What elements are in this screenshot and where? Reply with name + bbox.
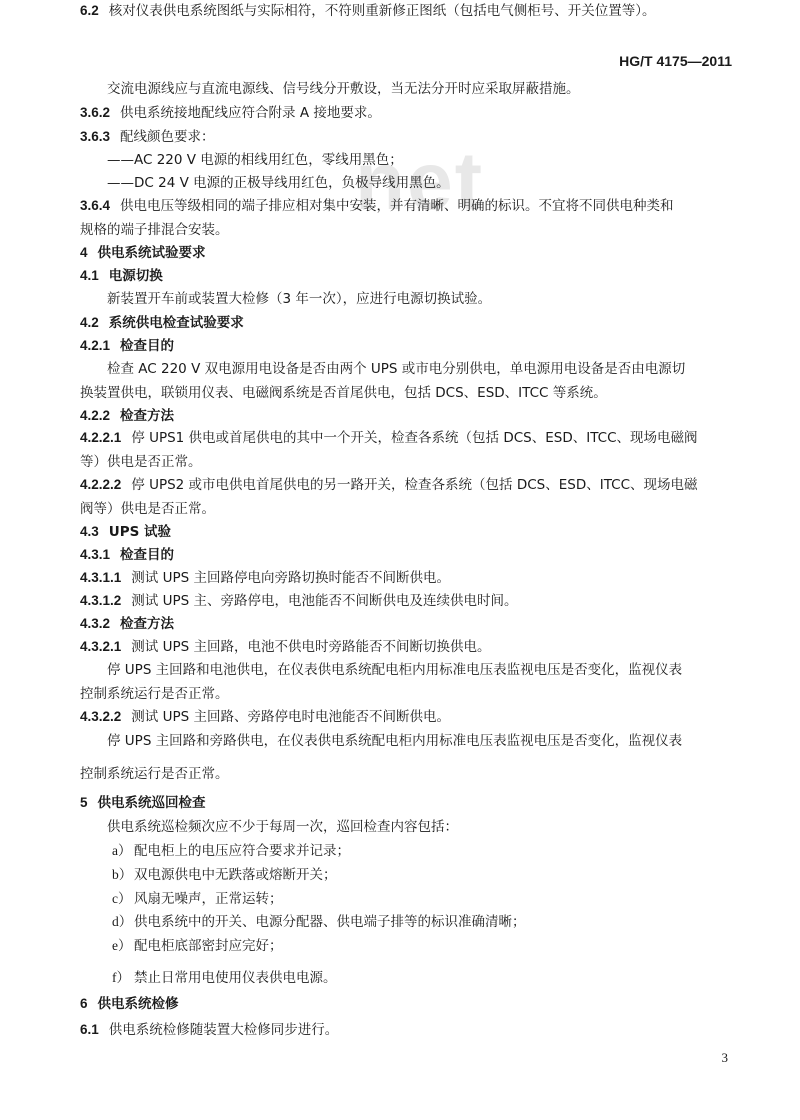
line-text: 控制系统运行是否正常。 — [80, 766, 229, 782]
line-text: 配电柜上的电压应符合要求并记录； — [134, 843, 350, 859]
standard-code: HG/T 4175—2011 — [619, 53, 732, 69]
line-text: 供电系统试验要求 — [97, 245, 206, 261]
list-item — [112, 911, 742, 933]
text-line — [80, 683, 740, 705]
clause-number: 4.2.2 — [80, 408, 111, 423]
line-text: 配线颜色要求： — [120, 129, 215, 145]
list-item-label: d） — [112, 914, 133, 929]
text-line — [80, 567, 740, 589]
clause-number: 5 — [80, 795, 88, 810]
clause-number: 4.3 — [80, 524, 99, 539]
line-text: 停 UPS1 供电或首尾供电的其中一个开关，检查各系统（包括 DCS、ESD、ITCC、现场电磁阀 — [131, 430, 698, 446]
clause-number: 4.2.2.2 — [80, 477, 122, 492]
line-text: ——DC 24 V 电源的正极导线用红色，负极导线用黑色。 — [107, 175, 450, 191]
text-line — [107, 78, 747, 100]
line-text: 配电柜底部密封应完好； — [134, 938, 283, 954]
subsection-heading — [80, 312, 740, 334]
line-text: 停 UPS 主回路和电池供电，在仪表供电系统配电柜内用标准电压表监视电压是否变化，监视仪表 — [107, 662, 683, 678]
clause-number: 6.1 — [80, 1022, 99, 1037]
list-item — [112, 935, 742, 957]
page-number: 3 — [721, 1050, 728, 1065]
clause-number: 4.3.1 — [80, 547, 111, 562]
line-text: 测试 UPS 主回路停电向旁路切换时能否不间断供电。 — [131, 570, 450, 586]
text-line — [107, 358, 747, 380]
text-line — [80, 451, 740, 473]
line-text: 测试 UPS 主回路、旁路停电时电池能否不间断供电。 — [131, 709, 450, 725]
subsection-heading — [80, 265, 740, 287]
clause-number: 4.1 — [80, 268, 99, 283]
text-line — [80, 0, 740, 22]
clause-number: 3.6.3 — [80, 129, 111, 144]
line-text: 供电系统检修 — [97, 996, 179, 1012]
line-text: 新装置开车前或装置大检修（3 年一次），应进行电源切换试验。 — [107, 291, 492, 307]
text-line — [107, 816, 747, 838]
line-text: 阀等）供电是否正常。 — [80, 501, 215, 517]
subsection-heading — [80, 405, 740, 427]
subsection-heading — [80, 335, 740, 357]
list-item-label: a） — [112, 843, 132, 858]
text-line — [107, 288, 747, 310]
line-text: 检查方法 — [120, 408, 175, 424]
text-line — [80, 498, 740, 520]
text-line — [107, 149, 747, 171]
line-text: 核对仪表供电系统图纸与实际相符，不符则重新修正图纸（包括电气侧柜号、开关位置等）。 — [108, 3, 656, 19]
list-item-label: c） — [112, 891, 132, 906]
line-text: 测试 UPS 主回路，电池不供电时旁路能否不间断切换供电。 — [131, 639, 491, 655]
line-text: 供电系统巡回检查 — [97, 795, 206, 811]
clause-number: 4.3.2.1 — [80, 639, 122, 654]
text-line — [80, 102, 740, 124]
line-text: 检查目的 — [120, 547, 175, 563]
line-text: 供电系统检修随装置大检修同步进行。 — [108, 1022, 339, 1038]
line-text: 检查 AC 220 V 双电源用电设备是否由两个 UPS 或市电分别供电，单电源用电设备是否由电源切 — [107, 361, 686, 377]
line-text: 检查方法 — [120, 616, 175, 632]
list-item — [112, 967, 742, 989]
line-text: 检查目的 — [120, 338, 175, 354]
text-line — [80, 474, 740, 496]
line-text: 供电系统接地配线应符合附录 A 接地要求。 — [120, 105, 381, 121]
clause-number: 6.2 — [80, 3, 99, 18]
line-text: 规格的端子排混合安装。 — [80, 222, 229, 238]
line-text: 测试 UPS 主、旁路停电，电池能否不间断供电及连续供电时间。 — [131, 593, 518, 609]
line-text: 换装置供电，联锁用仪表、电磁阀系统是否首尾供电，包括 DCS、ESD、ITCC 等系统。 — [80, 385, 607, 401]
line-text: 双电源供电中无跌落或熔断开关； — [134, 867, 337, 883]
list-item — [112, 888, 742, 910]
subsection-heading — [80, 544, 740, 566]
line-text: UPS 试验 — [108, 524, 172, 540]
line-text: 禁止日常用电使用仪表供电电源。 — [134, 970, 337, 986]
list-item-label: e） — [112, 938, 132, 953]
line-text: 供电系统巡检频次应不少于每周一次，巡回检查内容包括： — [107, 819, 458, 835]
text-line — [107, 730, 747, 752]
line-text: 电源切换 — [108, 268, 163, 284]
clause-number: 4 — [80, 245, 88, 260]
section-heading — [80, 993, 740, 1015]
clause-number: 4.3.2.2 — [80, 709, 122, 724]
line-text: 停 UPS2 或市电供电首尾供电的另一路开关，检查各系统（包括 DCS、ESD、ITCC、现场电磁 — [131, 477, 698, 493]
text-line — [80, 590, 740, 612]
line-text: 交流电源线应与直流电源线、信号线分开敷设，当无法分开时应采取屏蔽措施。 — [107, 81, 580, 97]
subsection-heading — [80, 521, 740, 543]
clause-number: 4.2.1 — [80, 338, 111, 353]
line-text: 风扇无噪声，正常运转； — [134, 891, 283, 907]
text-line — [80, 195, 740, 217]
text-line — [80, 763, 740, 785]
text-line — [107, 659, 747, 681]
text-line — [80, 126, 740, 148]
clause-number: 4.3.1.2 — [80, 593, 122, 608]
subsection-heading — [80, 613, 740, 635]
line-text: 控制系统运行是否正常。 — [80, 686, 229, 702]
line-text: 供电系统中的开关、电源分配器、供电端子排等的标识准确清晰； — [134, 914, 526, 930]
clause-number: 6 — [80, 996, 88, 1011]
text-line — [80, 427, 740, 449]
line-text: 等）供电是否正常。 — [80, 454, 202, 470]
list-item — [112, 840, 742, 862]
clause-number: 4.3.2 — [80, 616, 111, 631]
line-text: 系统供电检查试验要求 — [108, 315, 244, 331]
line-text: 停 UPS 主回路和旁路供电，在仪表供电系统配电柜内用标准电压表监视电压是否变化，监视仪表 — [107, 733, 683, 749]
clause-number: 4.2 — [80, 315, 99, 330]
list-item-label: f） — [112, 970, 130, 985]
watermark: net — [355, 136, 484, 227]
clause-number: 4.3.1.1 — [80, 570, 122, 585]
clause-number: 3.6.2 — [80, 105, 111, 120]
clause-number: 4.2.2.1 — [80, 430, 122, 445]
text-line — [80, 636, 740, 658]
text-line — [80, 219, 740, 241]
text-line — [107, 172, 747, 194]
text-line — [80, 706, 740, 728]
list-item — [112, 864, 742, 886]
section-heading — [80, 792, 740, 814]
clause-number: 3.6.4 — [80, 198, 111, 213]
text-line — [80, 1019, 740, 1041]
text-line — [80, 382, 740, 404]
line-text: 供电电压等级相同的端子排应相对集中安装，并有清晰、明确的标识。不宜将不同供电种类和 — [120, 198, 674, 214]
section-heading — [80, 242, 740, 264]
line-text: ——AC 220 V 电源的相线用红色，零线用黑色； — [107, 152, 403, 168]
list-item-label: b） — [112, 867, 133, 882]
